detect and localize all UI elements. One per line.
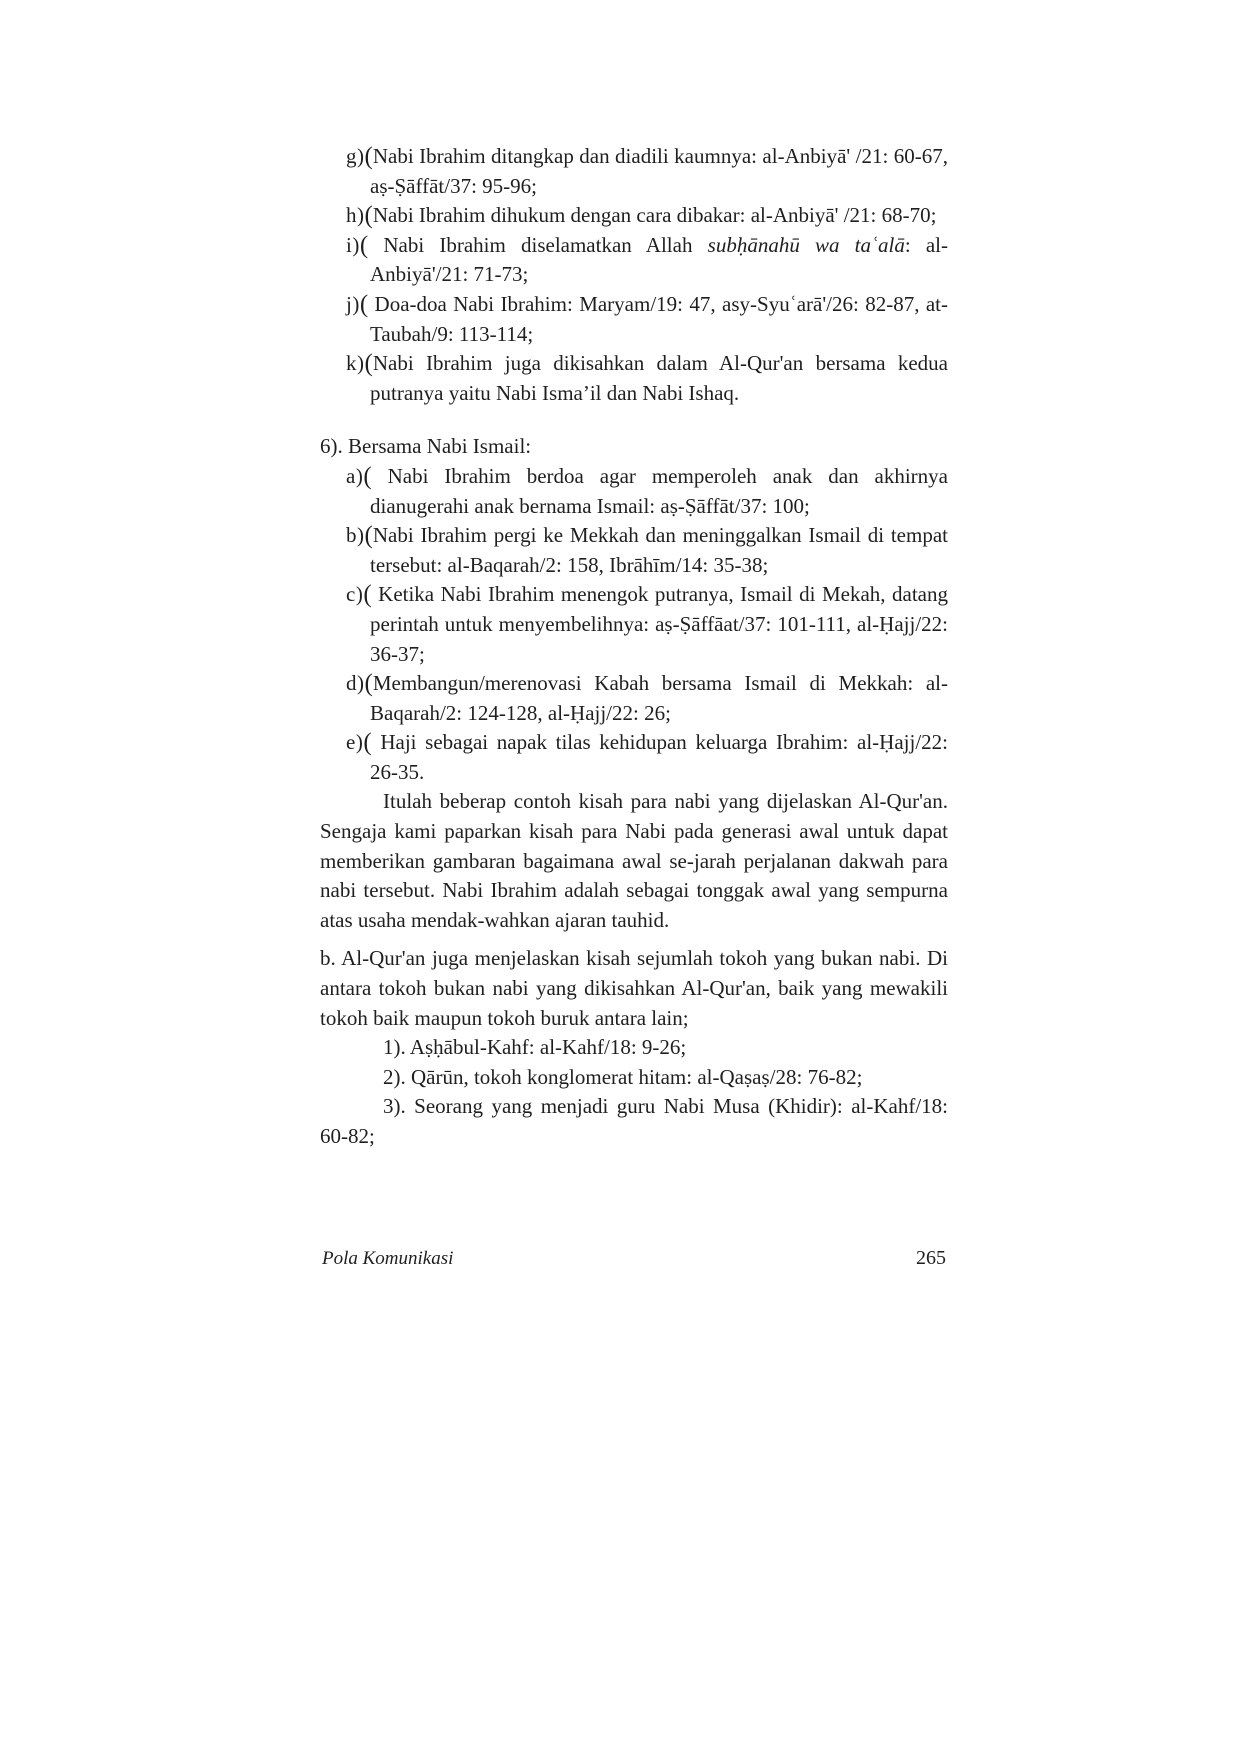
item-paren: (	[359, 290, 369, 318]
item-text: Ketika Nabi Ibrahim menengok putranya, Ismail di Mekah, datang perintah untuk menyembelihnya: aṣ-Ṣāffāat/37: 101-111, al-Ḥajj/22: 36-37;	[370, 582, 948, 666]
list-item-k	[320, 349, 948, 408]
page-footer	[322, 1247, 946, 1270]
item-paren: (	[359, 231, 369, 259]
list-item-h	[320, 201, 948, 231]
list-item-b	[320, 521, 948, 580]
item-text: Haji sebagai napak tilas kehidupan keluarga Ibrahim: al-Ḥajj/22: 26-35.	[370, 730, 948, 784]
list-item-a	[320, 462, 948, 521]
item-paren: (	[364, 522, 373, 550]
item-text: Doa-doa Nabi Ibrahim: Maryam/19: 47, asy-Syuʿarā'/26: 82-87, at-Taubah/9: 113-114;	[368, 291, 948, 346]
item-text: Nabi Ibrahim pergi ke Mekkah dan meninggalkan Ismail di tempat tersebut: al-Baqarah/2: 158, Ibrāhīm/14: 35-38;	[370, 523, 948, 577]
list-item-e	[320, 728, 948, 787]
item-marker: e)	[346, 730, 364, 755]
closing-paragraph: Itulah beberap contoh kisah para nabi yang dijelaskan Al-Qur'an. Sengaja kami paparkan kisah para Nabi pada generasi awal untuk dapat memberikan gambaran bagaimana awal se-jarah perjalanan dakwah para nabi tersebut. Nabi Ibrahim adalah sebagai tonggak awal yang sempurna atas usaha mendak-wahkan ajaran tauhid.	[320, 789, 948, 932]
item-marker: k)	[346, 351, 365, 376]
item-text: Nabi Ibrahim berdoa agar memperoleh anak dan akhirnya dianugerahi anak bernama Ismail: aṣ-Ṣāffāt/37: 100;	[370, 463, 948, 518]
page-number: 265	[916, 1247, 946, 1269]
item-paren: (	[364, 670, 373, 698]
item-text: Nabi Ibrahim juga dikisahkan dalam Al-Qur'an bersama kedua putranya yaitu Nabi Isma’il dan Nabi Ishaq.	[370, 351, 948, 405]
numbered-item-3: 3). Seorang yang menjadi guru Nabi Musa (Khidir): al-Kahf/18: 60-82;	[320, 1094, 948, 1148]
item-text: Membangun/merenovasi Kabah bersama Ismail di Mekkah: al-Baqarah/2: 124-128, al-Ḥajj/22: 26;	[370, 671, 948, 725]
item-paren: (	[364, 202, 373, 230]
item-marker: d)	[346, 671, 365, 696]
list-item-d	[320, 669, 948, 728]
list-item-i	[320, 231, 948, 290]
item-paren: (	[364, 143, 373, 170]
item-marker: a)	[346, 463, 364, 488]
item-paren: (	[363, 462, 372, 490]
item-text: : al-Anbiyā'/21: 71-73;	[370, 232, 949, 287]
item-marker: j)	[346, 291, 360, 316]
running-footer-title: Pola Komunikasi	[322, 1248, 454, 1269]
item-marker: c)	[346, 582, 364, 607]
item-paren: (	[363, 581, 372, 609]
list-item-j	[320, 290, 948, 349]
text-block	[320, 142, 948, 1152]
item-text-italic: subḥānahū wa taʿalā	[707, 232, 905, 257]
item-text: Nabi Ibrahim ditangkap dan diadili kaumnya: al-Anbiyā' /21: 60-67, aṣ-Ṣāffāt/37: 95-96;	[370, 144, 948, 198]
section-6-heading: 6). Bersama Nabi Ismail:	[320, 434, 532, 459]
numbered-item-2: 2). Qārūn, tokoh konglomerat hitam: al-Qaṣaṣ/28: 76-82;	[383, 1064, 863, 1089]
item-paren: (	[363, 729, 372, 757]
list-item-g	[320, 142, 948, 201]
numbered-item-1: 1). Aṣḥābul-Kahf: al-Kahf/18: 9-26;	[383, 1035, 687, 1060]
paragraph-b: b. Al-Qur'an juga menjelaskan kisah sejumlah tokoh yang bukan nabi. Di antara tokoh bukan nabi yang dikisahkan Al-Qur'an, baik yang mewakili tokoh baik maupun tokoh buruk antara lain;	[320, 946, 948, 1030]
item-marker: g)	[346, 144, 365, 168]
item-marker: h)	[346, 203, 365, 228]
item-paren: (	[364, 350, 373, 378]
list-item-c	[320, 580, 948, 669]
item-marker: i)	[346, 232, 360, 257]
item-text: Nabi Ibrahim diselamatkan Allah	[368, 232, 708, 257]
item-text: Nabi Ibrahim dihukum dengan cara dibakar: al-Anbiyā' /21: 68-70;	[372, 203, 937, 228]
item-marker: b)	[346, 523, 365, 548]
